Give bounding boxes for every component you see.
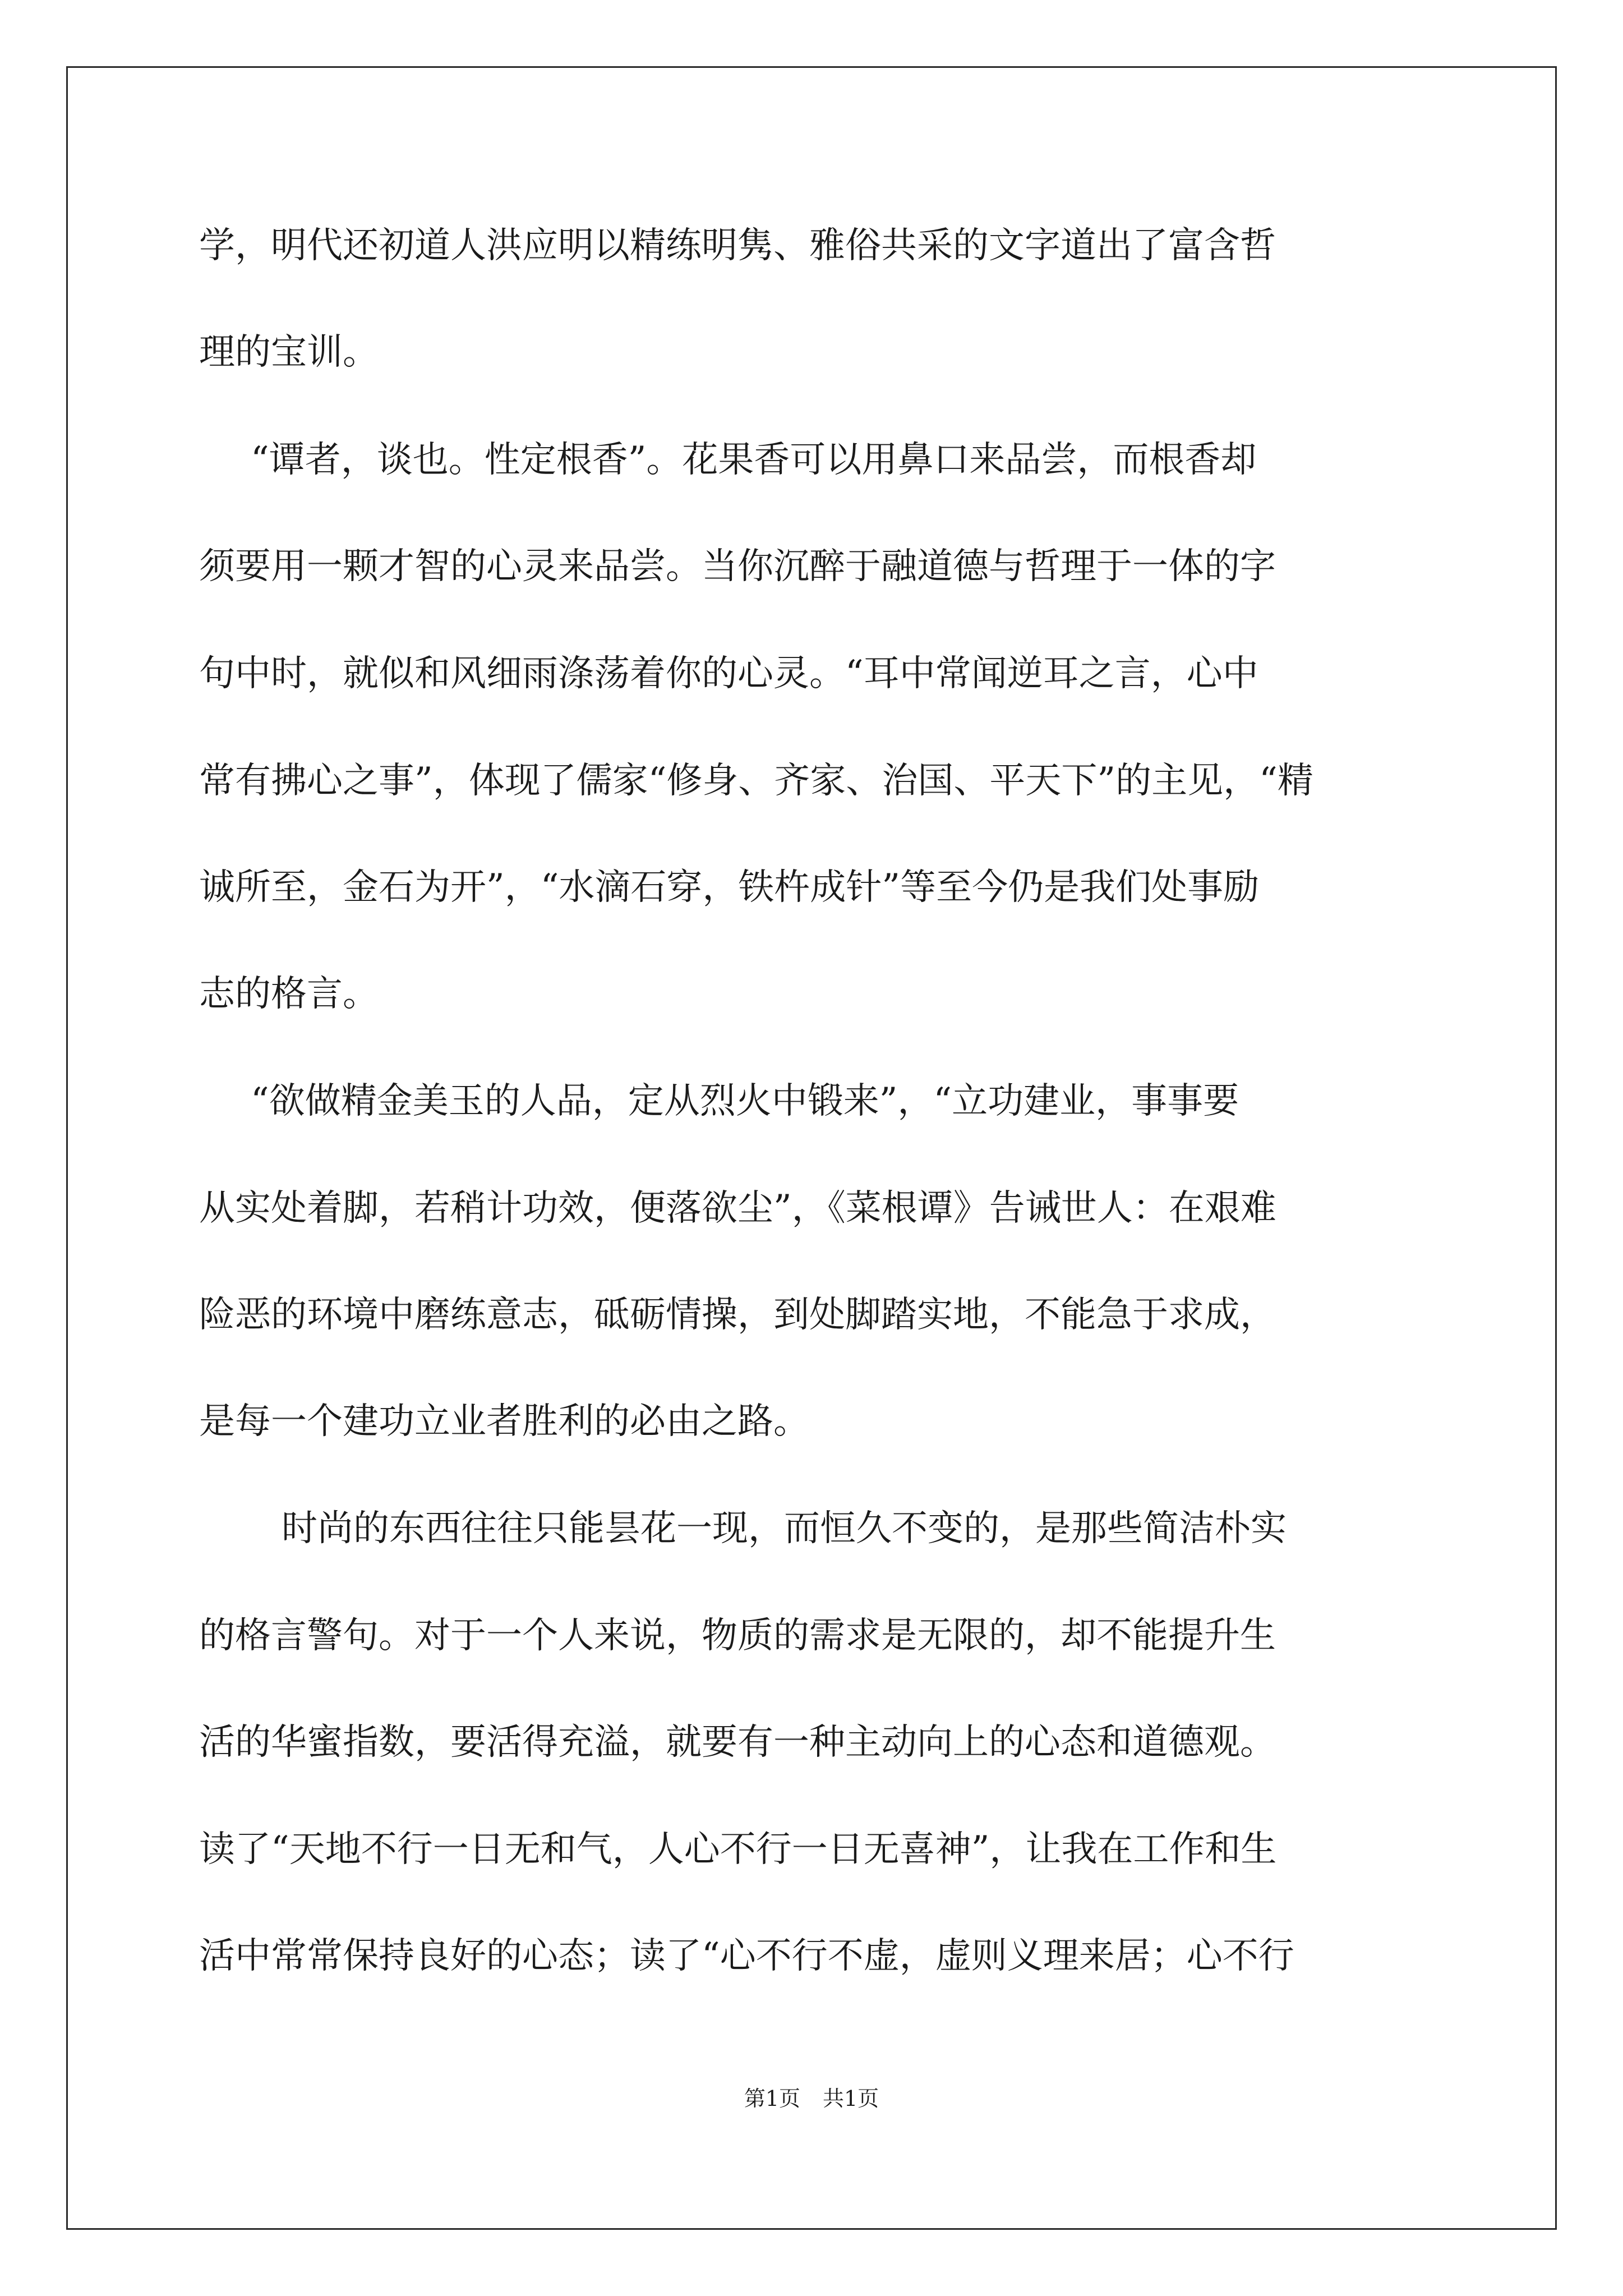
text-line: 活的华蜜指数，要活得充溢，就要有一种主动向上的心态和道德观。 — [199, 1722, 1276, 1763]
page-number: 第1页 — [744, 2086, 800, 2111]
text-line: 常有拂心之事”，体现了儒家“修身、齐家、治国、平天下”的主见，“精 — [199, 760, 1313, 802]
page-total: 共1页 — [823, 2086, 879, 2111]
text-line: 句中时，就似和风细雨涤荡着你的心灵。“耳中常闻逆耳之言，心中 — [199, 653, 1258, 694]
text-line: 险恶的环境中磨练意志，砥砺情操，到处脚踏实地，不能急于求成， — [199, 1294, 1276, 1336]
text-line: 诚所至，金石为开”，“水滴石穿，铁杵成针”等至今仍是我们处事励 — [199, 867, 1260, 908]
page-border — [66, 66, 1557, 2230]
paragraph-start-line: 时尚的东西往往只能昙花一现，而恒久不变的，是那些简洁朴实 — [282, 1508, 1287, 1549]
page-footer — [0, 2085, 1623, 2113]
text-line: 理的宝训。 — [199, 332, 379, 373]
text-line: 的格言警句。对于一个人来说，物质的需求是无限的，却不能提升生 — [199, 1615, 1276, 1657]
text-line: 从实处着脚，若稍计功效，便落欲尘”，《菜根谭》告诫世人：在艰难 — [199, 1188, 1276, 1229]
text-line: 是每一个建功立业者胜利的必由之路。 — [199, 1401, 809, 1442]
paragraph-start-line: “谭者，谈也。性定根香”。花果香可以用鼻口来品尝，而根香却 — [251, 439, 1257, 481]
text-line: 读了“天地不行一日无和气，人心不行一日无喜神”，让我在工作和生 — [199, 1829, 1277, 1870]
text-line: 须要用一颗才智的心灵来品尝。当你沉醉于融道德与哲理于一体的字 — [199, 546, 1276, 587]
text-line: 活中常常保持良好的心态；读了“心不行不虚，虚则义理来居；心不行 — [199, 1935, 1294, 1977]
text-line: 学，明代还初道人洪应明以精练明隽、雅俗共采的文字道出了富含哲 — [199, 225, 1276, 266]
paragraph-start-line: “欲做精金美玉的人品，定从烈火中锻来”，“立功建业，事事要 — [251, 1080, 1239, 1122]
text-line: 志的格言。 — [199, 973, 379, 1015]
